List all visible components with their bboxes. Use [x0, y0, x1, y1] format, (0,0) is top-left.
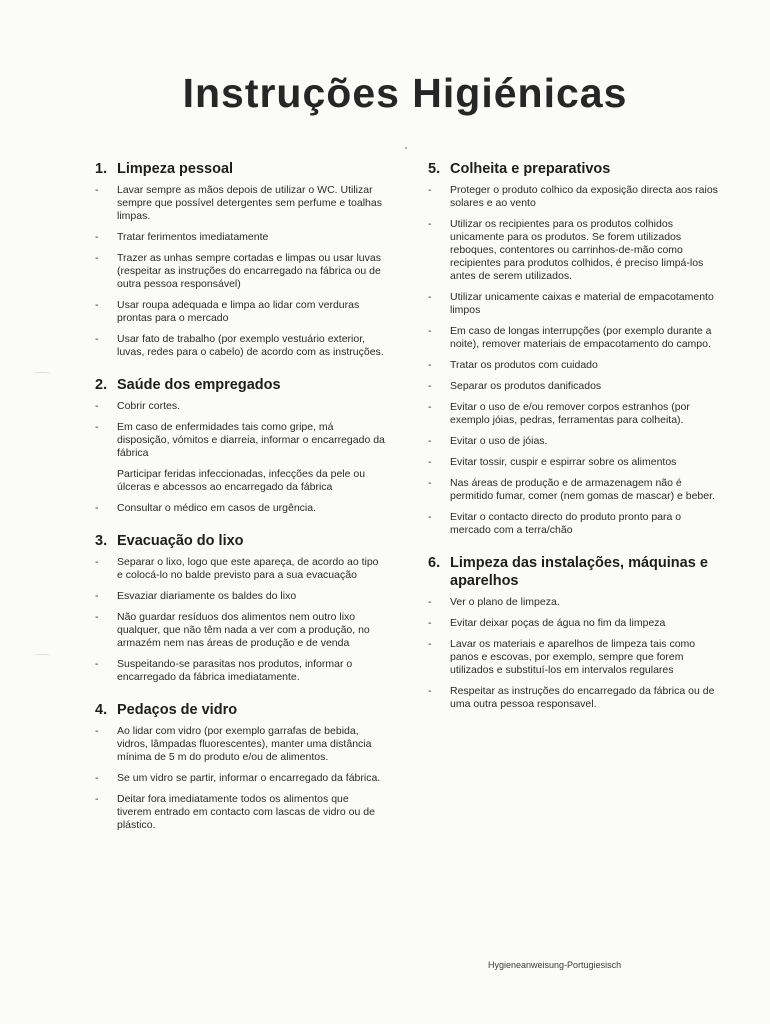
item-text: Evitar tossir, cuspir e espirrar sobre os alimentos: [450, 456, 677, 468]
section-heading: [95, 160, 385, 178]
item-text: Utilizar unicamente caixas e material de empacotamento limpos: [450, 291, 714, 316]
bullet-dash: -: [95, 658, 99, 670]
bullet-dash: -: [428, 617, 432, 629]
item-text: Trazer as unhas sempre cortadas e limpas ou usar luvas (respeitar as instruções do encarregado na fábrica ou de outra pessoa responsável): [117, 252, 381, 290]
item-text: Em caso de enfermidades tais como gripe, má disposição, vómitos e diarreia, informar o encarregado da fábrica: [117, 421, 385, 459]
section-title: Saúde dos empregados: [117, 377, 281, 393]
item-text: Evitar o uso de e/ou remover corpos estranhos (por exemplo jóias, pedras, ferramentas para colheita).: [450, 401, 690, 426]
bullet-dash: -: [428, 596, 432, 608]
item-text: Usar fato de trabalho (por exemplo vestuário exterior, luvas, redes para o cabelo) de acordo com as instruções.: [117, 333, 384, 358]
section-title: Pedaços de vidro: [117, 702, 238, 718]
item-text: Participar feridas infeccionadas, infecções da pele ou úlceras e abcessos ao encarregado da fábrica: [117, 468, 366, 493]
list-item: [95, 252, 385, 291]
bullet-dash: -: [95, 590, 99, 602]
list-item: [95, 658, 385, 684]
section: [95, 160, 385, 359]
bullet-dash: -: [95, 299, 99, 311]
bullet-dash: -: [95, 231, 99, 243]
list-item: [95, 333, 385, 359]
instruction-list: [428, 184, 718, 537]
bullet-dash: -: [95, 252, 99, 264]
item-text: Ver o plano de limpeza.: [450, 596, 560, 608]
item-text: Deitar fora imediatamente todos os alimentos que tiverem entrado em contacto com lascas de vidro ou de plástico.: [117, 793, 375, 831]
item-text: Usar roupa adequada e limpa ao lidar com verduras prontas para o mercado: [117, 299, 360, 324]
list-item: [428, 596, 718, 609]
list-item: [428, 511, 718, 537]
list-item: [95, 611, 385, 650]
bullet-dash: -: [428, 456, 432, 468]
instruction-list: [95, 725, 385, 832]
item-text: Separar os produtos danificados: [450, 380, 602, 392]
section-heading: [95, 376, 385, 394]
section: [95, 376, 385, 515]
list-item: [95, 231, 385, 244]
section: [95, 701, 385, 832]
section-title: Limpeza das instalações, máquinas e aparelhos: [450, 555, 708, 589]
bullet-dash: -: [95, 502, 99, 514]
section: [428, 554, 718, 711]
section-number: 4.: [95, 702, 108, 718]
item-text: Cobrir cortes.: [117, 400, 181, 412]
item-text: Utilizar os recipientes para os produtos colhidos unicamente para os produtos. Se forem utilizados reboques, contentores ou carrinhos-de-mão como recipientes para produtos colhidos, é preciso limpá-los antes de serem utilizados.: [450, 218, 704, 282]
section-number: 5.: [428, 161, 441, 177]
item-text: Evitar o contacto directo do produto pronto para o mercado com a terra/chão: [450, 511, 682, 536]
item-text: Não guardar resíduos dos alimentos nem outro lixo qualquer, que não têm nada a ver com a produção, no armazém nem nas áreas de produção e de venda: [117, 611, 370, 649]
bullet-dash: -: [428, 477, 432, 489]
list-item: [95, 556, 385, 582]
bullet-dash: -: [95, 400, 99, 412]
list-item: [428, 435, 718, 448]
list-item: [428, 401, 718, 427]
section-title: Evacuação do lixo: [117, 533, 244, 549]
item-text: Lavar os materiais e aparelhos de limpeza tais como panos e escovas, por exemplo, sempre que forem utilizados e substituí-los em intervalos regulares: [450, 638, 696, 676]
list-item: [428, 477, 718, 503]
list-item: [428, 638, 718, 677]
bullet-dash: -: [428, 184, 432, 196]
item-text: Ao lidar com vidro (por exemplo garrafas de bebida, vidros, lâmpadas fluorescentes), manter uma distância mínima de 5 m do produto e/ou de alimentos.: [117, 725, 372, 763]
bullet-dash: -: [95, 184, 99, 196]
item-text: Evitar o uso de jóias.: [450, 435, 548, 447]
bullet-dash: -: [95, 725, 99, 737]
list-item: [428, 617, 718, 630]
bullet-dash: -: [428, 325, 432, 337]
footer-text: Hygieneanweisung-Portugiesisch: [488, 960, 622, 970]
scan-mark: [33, 654, 51, 657]
instruction-list: [428, 596, 718, 711]
section-heading: [428, 554, 718, 590]
item-text: Esvaziar diariamente os baldes do lixo: [117, 590, 297, 602]
right-column: [428, 160, 718, 728]
bullet-dash: -: [95, 611, 99, 623]
instruction-list: [95, 400, 385, 515]
list-item: [95, 400, 385, 413]
list-item: [95, 421, 385, 460]
left-column: [95, 160, 385, 849]
item-text: Tratar os produtos com cuidado: [450, 359, 598, 371]
page-title: Instruções Higiénicas: [182, 70, 628, 116]
list-item: [428, 456, 718, 469]
bullet-dash: -: [428, 291, 432, 303]
list-item: [428, 291, 718, 317]
bullet-dash: -: [428, 401, 432, 413]
item-text: Se um vidro se partir, informar o encarregado da fábrica.: [117, 772, 381, 784]
bullet-dash: -: [428, 638, 432, 650]
list-item: [95, 502, 385, 515]
instruction-list: [95, 556, 385, 684]
list-item: [428, 359, 718, 372]
scan-mark: [33, 372, 51, 375]
item-text: Tratar ferimentos imediatamente: [117, 231, 269, 243]
item-text: Evitar deixar poças de água no fim da limpeza: [450, 617, 666, 629]
list-item: [428, 380, 718, 393]
bullet-dash: -: [428, 435, 432, 447]
bullet-dash: -: [428, 380, 432, 392]
item-text: Consultar o médico em casos de urgência.: [117, 502, 317, 514]
section-number: 6.: [428, 555, 441, 571]
section-heading: [428, 160, 718, 178]
bullet-dash: -: [428, 685, 432, 697]
list-item: [428, 325, 718, 351]
list-item: [95, 793, 385, 832]
section-heading: [95, 701, 385, 719]
section-heading: [95, 532, 385, 550]
list-item: [428, 218, 718, 283]
item-text: Em caso de longas interrupções (por exemplo durante a noite), remover materiais de empacotamento do campo.: [450, 325, 712, 350]
section-title: Colheita e preparativos: [450, 161, 611, 177]
list-item: [95, 725, 385, 764]
list-item: [95, 299, 385, 325]
list-item: [95, 468, 385, 494]
bullet-dash: -: [95, 772, 99, 784]
bullet-dash: -: [428, 359, 432, 371]
section: [95, 532, 385, 684]
section-number: 1.: [95, 161, 108, 177]
list-item: [95, 590, 385, 603]
list-item: [95, 184, 385, 223]
bullet-dash: -: [95, 333, 99, 345]
section-title: Limpeza pessoal: [117, 161, 234, 177]
item-text: Suspeitando-se parasitas nos produtos, informar o encarregado da fábrica imediatamente.: [117, 658, 353, 683]
bullet-dash: -: [428, 511, 432, 523]
instruction-list: [95, 184, 385, 359]
list-item: [95, 772, 385, 785]
section: [428, 160, 718, 537]
item-text: Proteger o produto colhico da exposição directa aos raios solares e ao vento: [450, 184, 718, 209]
list-item: [428, 685, 718, 711]
list-item: [428, 184, 718, 210]
bullet-dash: -: [95, 421, 99, 433]
bullet-dash: -: [95, 793, 99, 805]
item-text: Lavar sempre as mãos depois de utilizar o WC. Utilizar sempre que possível detergentes sem perfume e toalhas limpas.: [117, 184, 382, 222]
section-number: 3.: [95, 533, 108, 549]
item-text: Separar o lixo, logo que este apareça, de acordo ao tipo e colocá-lo no balde previsto para a sua evacuação: [117, 556, 379, 581]
item-text: Nas áreas de produção e de armazenagem não é permitido fumar, comer (nem gomas de mascar) e beber.: [450, 477, 715, 502]
item-text: Respeitar as instruções do encarregado da fábrica ou de uma outra pessoa responsavel.: [450, 685, 715, 710]
scan-speck: [405, 147, 407, 149]
bullet-dash: -: [95, 556, 99, 568]
section-number: 2.: [95, 377, 108, 393]
bullet-dash: -: [428, 218, 432, 230]
